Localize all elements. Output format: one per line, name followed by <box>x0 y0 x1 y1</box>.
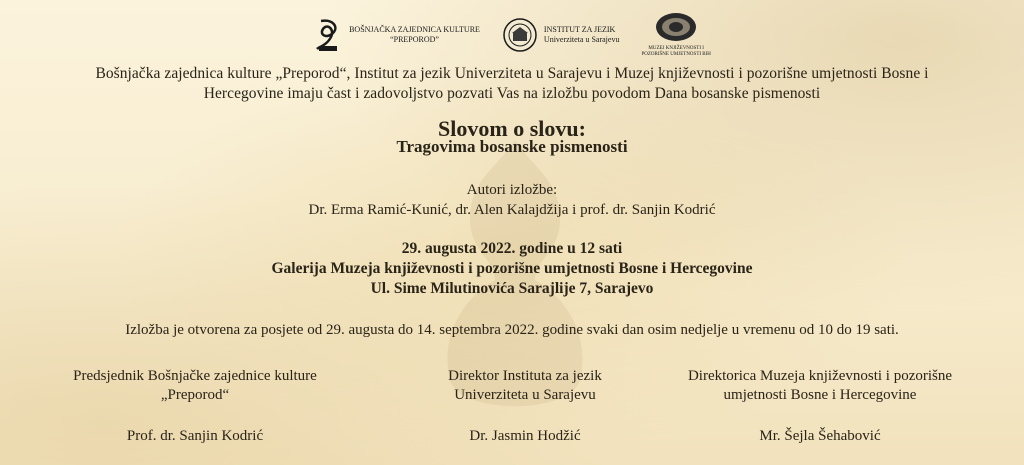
signature-name: Mr. Šejla Šehabović <box>759 428 881 444</box>
signature-role-line1: Direktor Instituta za jezik <box>448 368 602 384</box>
muzej-logo-line2: POZORIŠNE UMJETNOSTI BIH <box>641 52 711 57</box>
preporod-logo-line1: BOŠNJAČKA ZAJEDNICA KULTURE <box>349 25 480 34</box>
event-address: Ul. Sime Milutinovića Sarajlije 7, Sarajevo <box>370 280 654 297</box>
exhibition-subtitle: Tragovima bosanske pismenosti <box>396 137 628 156</box>
event-venue: Galerija Muzeja književnosti i pozorišne umjetnosti Bosne i Hercegovine <box>271 260 753 277</box>
signature-role-line1: Direktorica Muzeja književnosti i pozorišne <box>687 368 953 384</box>
institut-logo <box>502 17 620 53</box>
muzej-ornament-icon <box>653 12 699 46</box>
signature-role-line1: Predsjednik Bošnjačke zajednice kulture <box>73 368 317 384</box>
exhibition-title: Slovom o slovu: <box>438 116 586 141</box>
signature-role-line2: umjetnosti Bosne i Hercegovine <box>723 387 917 403</box>
event-date: 29. augusta 2022. godine u 12 sati <box>401 240 623 257</box>
opening-hours: Izložba je otvorena za posjete od 29. augusta do 14. septembra 2022. godine svaki dan osim nedjelje u vremenu od 10 do 19 sati. <box>125 322 899 338</box>
muzej-logo <box>641 12 710 58</box>
preporod-emblem-icon <box>313 17 343 53</box>
authors-label: Autori izložbe: <box>466 182 558 198</box>
institut-seal-icon <box>502 17 538 53</box>
institut-logo-line2: Univerziteta u Sarajevu <box>543 35 620 44</box>
signature-name: Dr. Jasmin Hodžić <box>469 428 581 444</box>
signature-institut <box>410 367 640 446</box>
signature-name: Prof. dr. Sanjin Kodrić <box>126 428 264 444</box>
intro-text <box>0 64 1024 104</box>
intro-line-1: Bošnjačka zajednica kulture „Preporod“, Institut za jezik Univerziteta u Sarajevu i Muzej književnosti i pozorišne umjetnosti Bosne i <box>95 65 929 82</box>
muzej-logo-line1: MUZEJ KNJIŽEVNOSTI I <box>648 46 704 51</box>
intro-line-2: Hercegovine imaju čast i zadovoljstvo pozvati Vas na izložbu povodom Dana bosanske pismenosti <box>203 85 821 102</box>
signature-role-line2: „Preporod“ <box>160 387 230 403</box>
signature-role-line2: Univerziteta u Sarajevu <box>454 387 596 403</box>
authors-list: Dr. Erma Ramić-Kunić, dr. Alen Kalajdžija i prof. dr. Sanjin Kodrić <box>308 202 716 218</box>
signature-preporod <box>40 367 350 446</box>
preporod-logo-line2: “PREPOROD” <box>390 35 439 44</box>
signature-muzej <box>660 367 980 446</box>
logo-bar <box>0 12 1024 58</box>
institut-logo-line1: INSTITUT ZA JEZIK <box>543 25 616 34</box>
preporod-logo <box>313 17 480 53</box>
